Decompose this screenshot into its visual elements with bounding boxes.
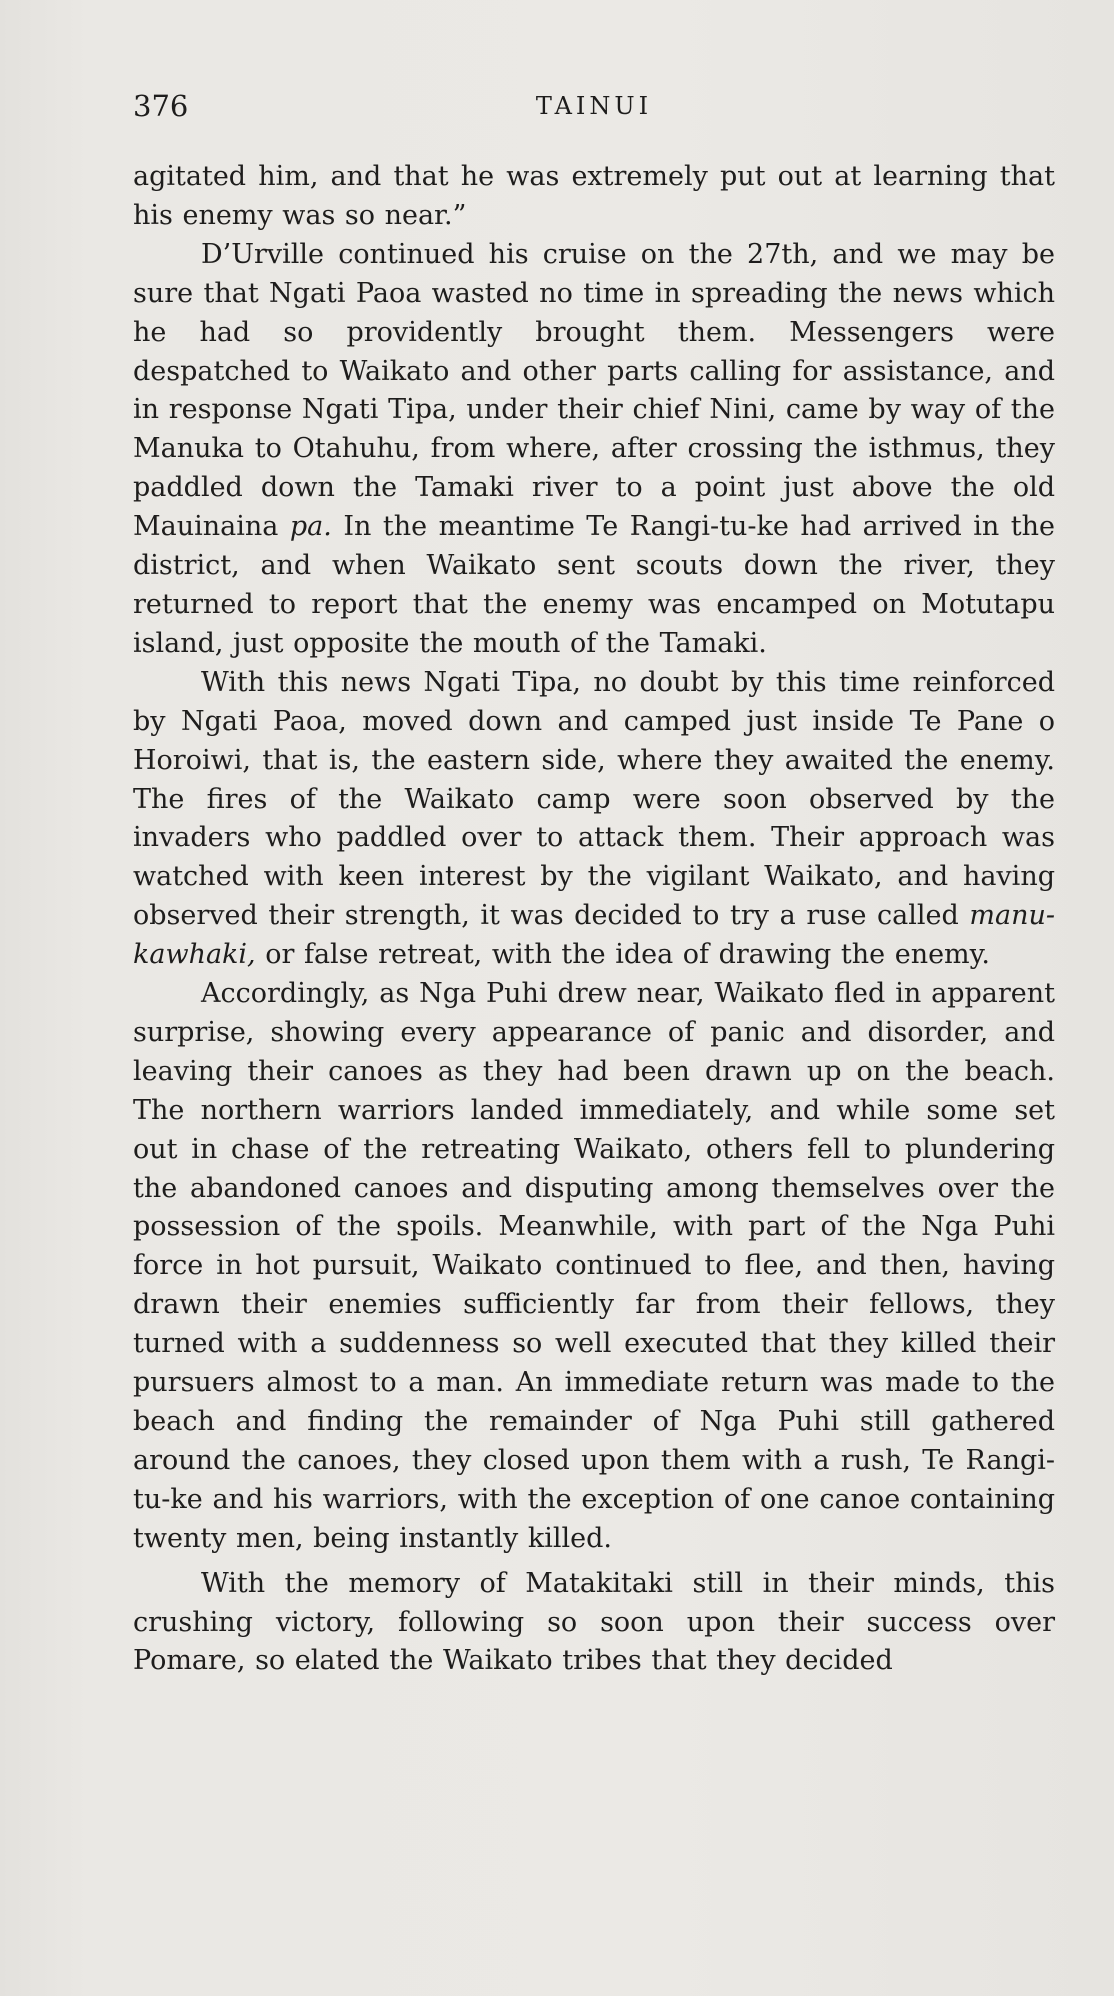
paragraph-text: agitated him, and that he was extremely put out at learning that his enemy was so near.” (133, 161, 1055, 231)
paragraph-text: With this news Ngati Tipa, no doubt by this time reinforced by Ngati Paoa, moved down and camped just inside Te Pane o Horoiwi, that is, the eastern side, where they awaited the enemy. The fires of the Waikato camp were soon observed by the invaders who paddled over to attack them. Their approach was watched with keen interest by the vigilant Waikato, and having observed their strength, it was decided to try a ruse called (133, 666, 1055, 932)
italic-term: manu-kawhaki, (133, 900, 1055, 971)
paragraph-3 (133, 664, 1055, 975)
paragraph-5 (133, 1565, 1055, 1682)
running-title: TAINUI (535, 92, 653, 120)
paragraph-text: Accordingly, as Nga Puhi drew near, Waikato fled in apparent surprise, showing every appearance of panic and disorder, and leaving their canoes as they had been drawn up on the beach. The northern warriors landed immediately, and while some set out in chase of the retreating Waikato, others fell to plundering the abandoned canoes and disputing among themselves over the possession of the spoils. Meanwhile, with part of the Nga Puhi force in hot pursuit, Waikato continued to flee, and then, having drawn their enemies sufficiently far from their fellows, they turned with a suddenness so well executed that they killed their pursuers almost to a man. An immediate return was made to the beach and finding the remainder of Nga Puhi still gathered around the canoes, they closed upon them with a rush, Te Rangi-tu-ke and his warriors, with the exception of one canoe containing twenty men, being instantly killed. (133, 978, 1055, 1554)
paragraph-text: D’Urville continued his cruise on the 27th, and we may be sure that Ngati Paoa wasted no time in spreading the news which he had so providently brought them. Messengers were despatched to Waikato and other parts calling for assistance, and in response Ngati Tipa, under their chief Nini, came by way of the Manuka to Otahuhu, from where, after crossing the isthmus, they paddled down the Tamaki river to a point just above the old Mauinaina (133, 238, 1055, 543)
page-header (133, 86, 1055, 126)
paragraph-4 (133, 975, 1055, 1559)
paragraph-text: In the meantime Te Rangi-tu-ke had arrived in the district, and when Waikato sent scouts down the river, they returned to report that the enemy was encamped on Motutapu island, just opposite the mouth of the Tamaki. (133, 511, 1055, 659)
paragraph-text: or false retreat, with the idea of drawing the enemy. (255, 939, 990, 971)
italic-term: pa. (289, 511, 332, 543)
paragraph-1 (133, 158, 1055, 236)
page-number: 376 (133, 89, 189, 123)
paragraph-text: With the memory of Matakitaki still in their minds, this crushing victory, following so soon upon their success over Pomare, so elated the Waikato tribes that they decided (133, 1567, 1055, 1677)
paragraph-2 (133, 236, 1055, 664)
page-body (133, 158, 1055, 1681)
